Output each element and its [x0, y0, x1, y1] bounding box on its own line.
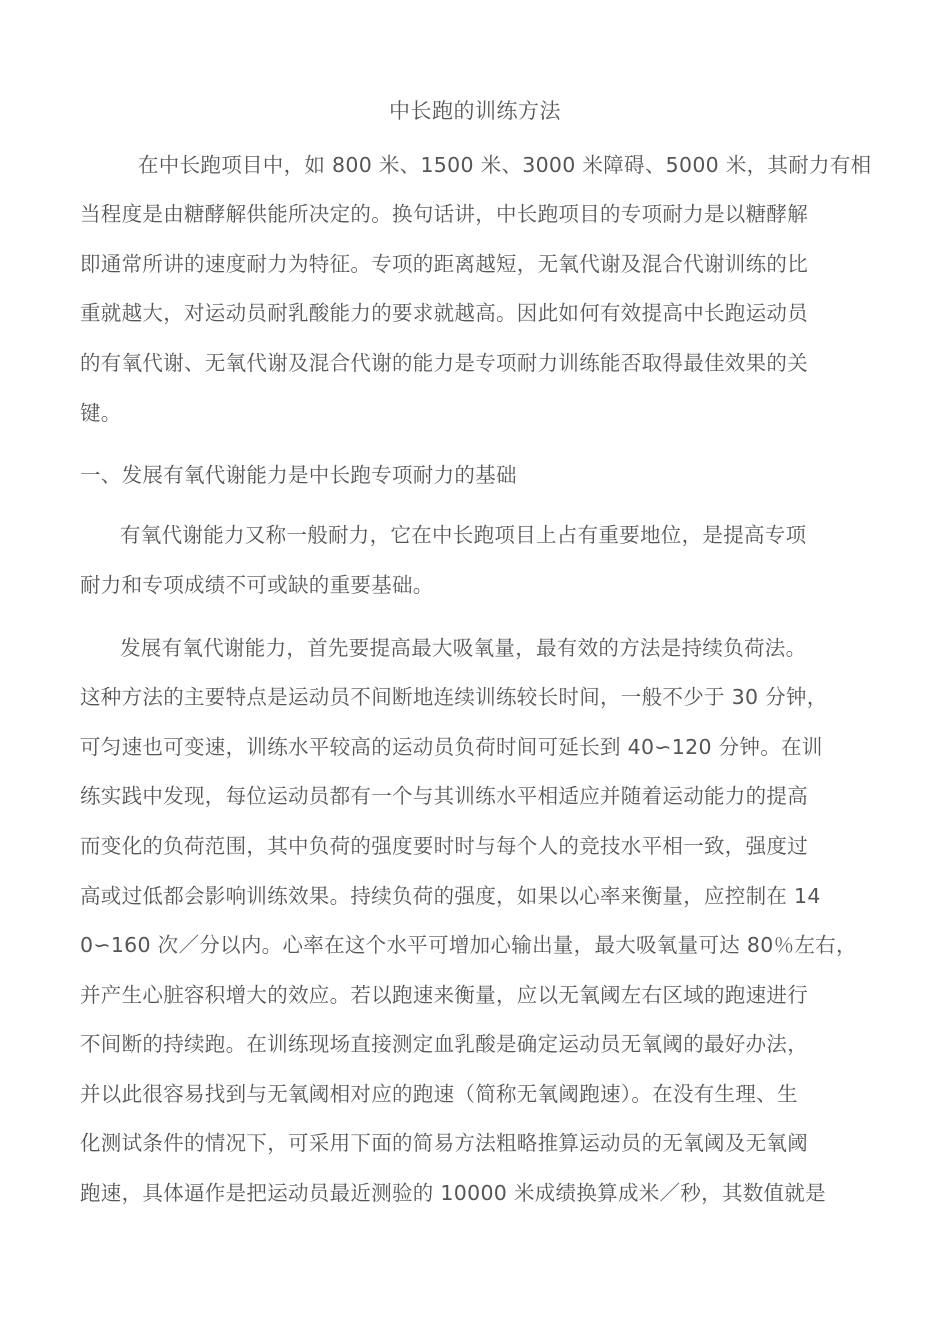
paragraph-3-line-10: 并以此很容易找到与无氧阈相对应的跑速（简称无氧阈跑速）。在没有生理、生	[80, 1082, 798, 1106]
paragraph-3-line-9: 不间断的持续跑。在训练现场直接测定血乳酸是确定运动员无氧阈的最好办法，	[80, 1032, 808, 1056]
paragraph-3-line-1: 发展有氧代谢能力，首先要提高最大吸氧量，最有效的方法是持续负荷法。	[120, 636, 807, 660]
paragraph-2-line-2: 耐力和专项成绩不可或缺的重要基础。	[80, 573, 434, 597]
section-heading-1: 一、发展有氧代谢能力是中长跑专项耐力的基础	[80, 463, 517, 487]
paragraph-1-line-6: 键。	[80, 401, 122, 425]
paragraph-1-line-1: 在中长跑项目中，如 800 米、1500 米、3000 米障碍、5000 米，其耐力有相	[138, 153, 872, 177]
paragraph-3-line-4: 练实践中发现，每位运动员都有一个与其训练水平相适应并随着运动能力的提高	[80, 784, 808, 808]
paragraph-3-line-2: 这种方法的主要特点是运动员不间断地连续训练较长时间，一般不少于 30 分钟，	[80, 685, 828, 709]
paragraph-1-line-4: 重就越大，对运动员耐乳酸能力的要求就越高。因此如何有效提高中长跑运动员	[80, 301, 808, 325]
paragraph-3-line-5: 而变化的负荷范围，其中负荷的强度要时时与每个人的竞技水平相一致，强度过	[80, 834, 808, 858]
paragraph-2-line-1: 有氧代谢能力又称一般耐力，它在中长跑项目上占有重要地位，是提高专项	[120, 523, 807, 547]
paragraph-1-line-5: 的有氧代谢、无氧代谢及混合代谢的能力是专项耐力训练能否取得最佳效果的关	[80, 351, 808, 375]
paragraph-3-line-6: 高或过低都会影响训练效果。持续负荷的强度，如果以心率来衡量，应控制在 14	[80, 884, 821, 908]
paragraph-1-line-3: 即通常所讲的速度耐力为特征。专项的距离越短，无氧代谢及混合代谢训练的比	[80, 252, 808, 276]
paragraph-3-line-7: 0∽160 次／分以内。心率在这个水平可增加心输出量，最大吸氧量可达 80％左右，	[80, 933, 857, 957]
document-title: 中长跑的训练方法	[389, 99, 561, 123]
paragraph-3-line-8: 并产生心脏容积增大的效应。若以跑速来衡量，应以无氧阈左右区域的跑速进行	[80, 983, 808, 1007]
paragraph-3-line-12: 跑速，具体逼作是把运动员最近测验的 10000 米成绩换算成米／秒，其数值就是	[80, 1181, 826, 1205]
paragraph-1-line-2: 当程度是由糖酵解供能所决定的。换句话讲，中长跑项目的专项耐力是以糖酵解	[80, 202, 808, 226]
paragraph-3-line-11: 化测试条件的情况下，可采用下面的简易方法粗略推算运动员的无氧阈及无氧阈	[80, 1131, 808, 1155]
paragraph-3-line-3: 可匀速也可变速，训练水平较高的运动员负荷时间可延长到 40∽120 分钟。在训	[80, 735, 823, 759]
